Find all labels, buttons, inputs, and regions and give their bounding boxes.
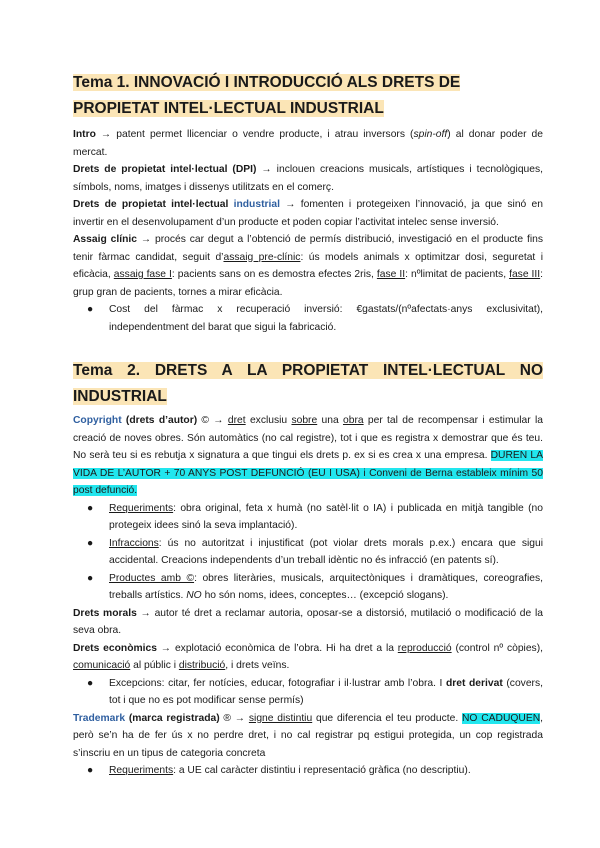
list-item: ● Infraccions: ús no autoritzat i injustificat (pot violar drets morals p.ex.) encara que sigui accidental. Creacions independents d’un treball idèntic no és infracció (en patents sí). xyxy=(73,535,543,570)
tema1-bullet-list xyxy=(73,301,543,336)
bullet-icon: ● xyxy=(87,304,94,315)
bullet-icon: ● xyxy=(87,765,94,776)
copyright-paragraph: Copyright (drets d’autor) © → dret exclusiu sobre una obra per tal de recompensar i estimular la creació de noves obres. Són automàtics (no cal registre), tot i que es registra x demostrar que és teu. No serà teu si es rebutja x signatura a que tingui els drets p. ex si es creа x una empresa. DUREN LA VIDA DE L’AUTOR + 70 ANYS POST DEFUNCIÓ (EU I USA) i Conveni de Berna estableix mínim 50 post defunció. xyxy=(73,415,544,496)
dpi-paragraph: Drets de propietat intel·lectual (DPI) → inclouen creacions musicals, artístiques i tecnològiques, símbols, noms, imatges i dissenys utilitzats en el comerç. xyxy=(73,164,544,193)
intro-paragraph: Intro → patent permet llicenciar o vendre producte, i atrau inversors (spin-off) al donar poder de mercat. xyxy=(73,129,543,158)
assaig-clinic-paragraph: Assaig clínic → procés car degut a l’obtenció de permís distribució, investigació en el producte fins tenir fàrmac candidat, seguit d’assaig pre-clínic: ús models animals x optimitzar dosi, seguretat i eficàcia, assaig fase I: pacients sans on es demostra efectes 2ris, fase II: nºlimitat de pacients, fase III: grup gran de pacients, tornes a mirar eficàcia. xyxy=(73,234,544,298)
trademark-paragraph: Trademark (marca registrada) ® → signe distintiu que diferencia el teu producte. NO CADUQUEN, però se’n ha de fer ús x no perdre dret, i no cal registrar pq estigui protegida, un cop registrada s’inscriu en un tipus de categoria concreta xyxy=(73,712,544,759)
document-page xyxy=(73,70,543,780)
bullet-icon: ● xyxy=(87,677,94,689)
bullet-icon: ● xyxy=(87,502,94,514)
highlighted-text: NO CADUQUEN xyxy=(461,712,541,724)
drets-economics-bullet-list xyxy=(73,675,543,710)
dpi-industrial-paragraph: Drets de propietat intel·lectual industrial → fomenten i protegeixen l’innovació, ja que sinó en invertir en el desenvolupament d’un producte et poden copiar l’activitat intelec sense inversió. xyxy=(73,199,543,228)
copyright-bullet-list xyxy=(73,500,543,605)
list-item: ● Cost del fàrmac x recuperació inversió: €gastats/(nºafectats·anys exclusivitat), independentment del barat que sigui la fabricació. xyxy=(73,301,543,336)
bullet-icon: ● xyxy=(87,537,94,549)
tema2-heading: Tema 2. DRETS A LA PROPIETAT INTEL·LECTUAL NO INDUSTRIAL xyxy=(73,362,543,405)
bullet-icon: ● xyxy=(87,572,94,584)
drets-morals-paragraph: Drets morals → autor té dret a reclamar autoria, oposar-se a distorsió, mutilació o modificació de la seva obra. xyxy=(73,607,543,636)
list-item: ● Requeriments: obra original, feta x humà (no satèl·lit o IA) i publicada en mitjà tangible (no protegeix idees sinó la seva implantació). xyxy=(73,500,543,535)
list-item: ● Excepcions: citar, fer notícies, educar, fotografiar i il·lustrar amb l’obra. I dret derivat (covers, tot i que no es pot modificar sense permís) xyxy=(73,675,543,710)
list-item: ● Requeriments: a UE cal caràcter distintiu i representació gràfica (no descriptiu). xyxy=(73,762,543,780)
trademark-bullet-list xyxy=(73,762,543,780)
list-item: ● Productes amb ©: obres literàries, musicals, arquitectòniques i dramàtiques, coreografies, treballs artístics. NO ho són noms, idees, conceptes… (excepció slogans). xyxy=(73,570,543,605)
highlighted-text: DUREN LA VIDA DE L’AUTOR + 70 ANYS POST DEFUNCIÓ (EU I USA) i Conveni de Berna estableix mínim 50 post defunció. xyxy=(73,450,543,496)
drets-economics-paragraph: Drets econòmics → explotació econòmica de l’obra. Hi ha dret a la reproducció (control nº còpies), comunicació al públic i distribució, i drets veïns. xyxy=(73,642,543,671)
tema1-heading: Tema 1. INNOVACIÓ I INTRODUCCIÓ ALS DRETS DE PROPIETAT INTEL·LECTUAL INDUSTRIAL xyxy=(73,74,461,117)
